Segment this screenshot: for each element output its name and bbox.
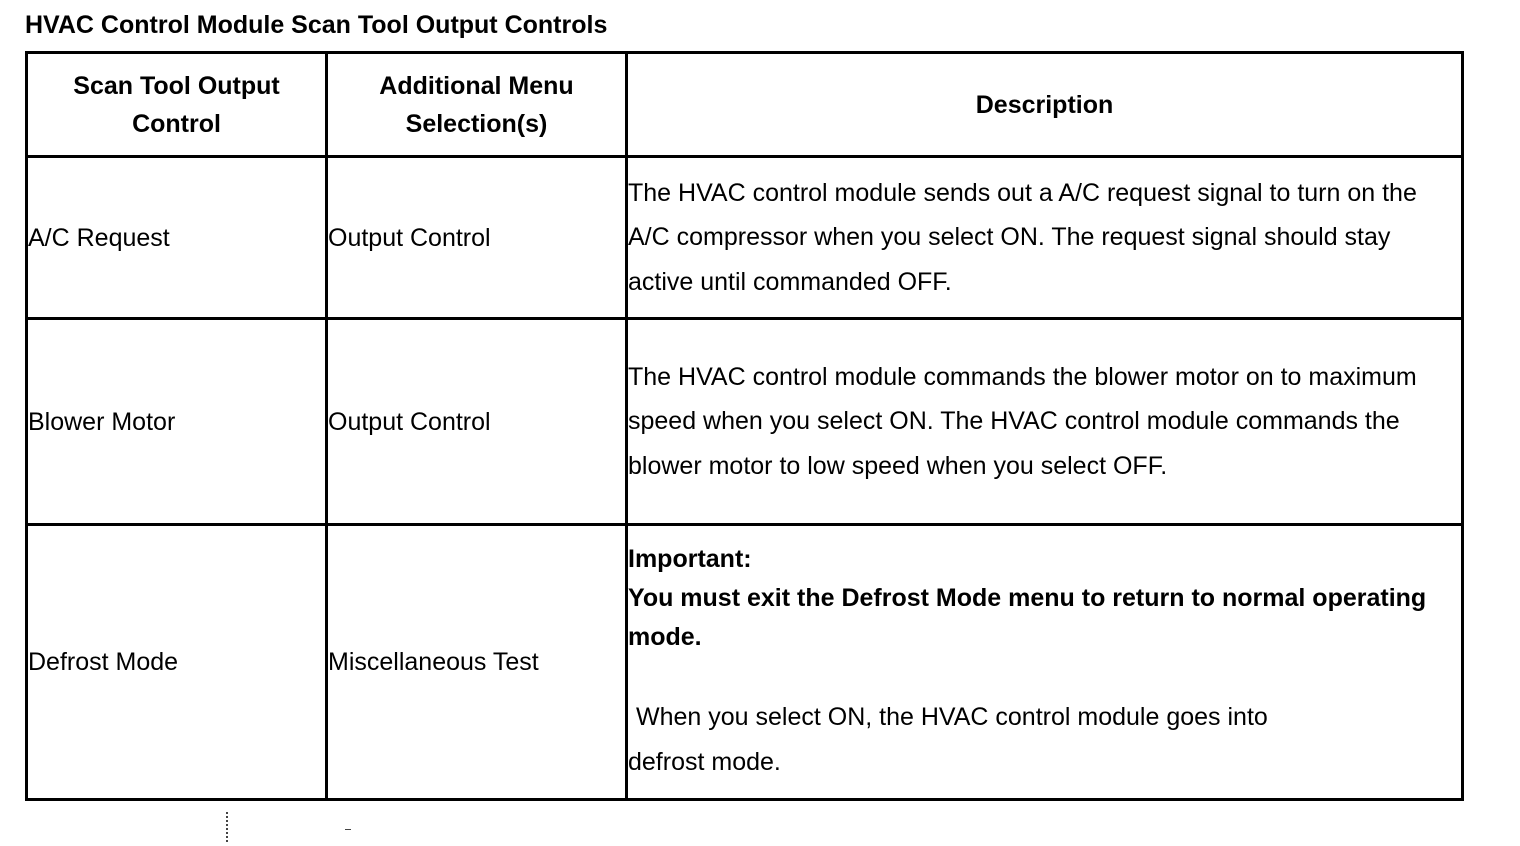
important-label: Important: [628,544,752,573]
description-text: When you select ON, the HVAC control module goes into [636,702,1268,731]
scan-artifact-dotted-mark [226,812,232,842]
cell-control: Blower Motor [27,319,327,525]
table-row [27,525,1463,800]
table-header-row [27,53,1463,157]
header-col1-line1: Scan Tool Output [73,71,280,100]
scan-artifact-dash [345,829,351,830]
cell-control: Defrost Mode [27,525,327,800]
table-row [27,157,1463,319]
important-note: You must exit the Defrost Mode menu to return to normal operating mode. [628,583,1427,651]
header-description: Description [627,53,1463,157]
cell-description: The HVAC control module commands the blower motor on to maximum speed when you select ON. The HVAC control module commands the blower motor to low speed when you select OFF. [627,319,1463,525]
cell-description: The HVAC control module sends out a A/C request signal to turn on the A/C compressor when you select ON. The request signal should stay active until commanded OFF. [627,157,1463,319]
cell-menu-selection: Output Control [327,319,627,525]
header-col2-line1: Additional Menu [379,71,574,100]
cell-menu-selection: Output Control [327,157,627,319]
table-row [27,319,1463,525]
header-col1-line2: Control [132,109,221,138]
header-scan-tool-output-control [27,53,327,157]
page-title: HVAC Control Module Scan Tool Output Controls [25,11,608,39]
header-col2-line2: Selection(s) [405,109,548,138]
cell-description [627,525,1463,800]
cell-menu-selection: Miscellaneous Test [327,525,627,800]
output-controls-table [25,51,1464,801]
header-additional-menu-selections [327,53,627,157]
cell-control: A/C Request [27,157,327,319]
description-text-continued: defrost mode. [628,747,781,776]
